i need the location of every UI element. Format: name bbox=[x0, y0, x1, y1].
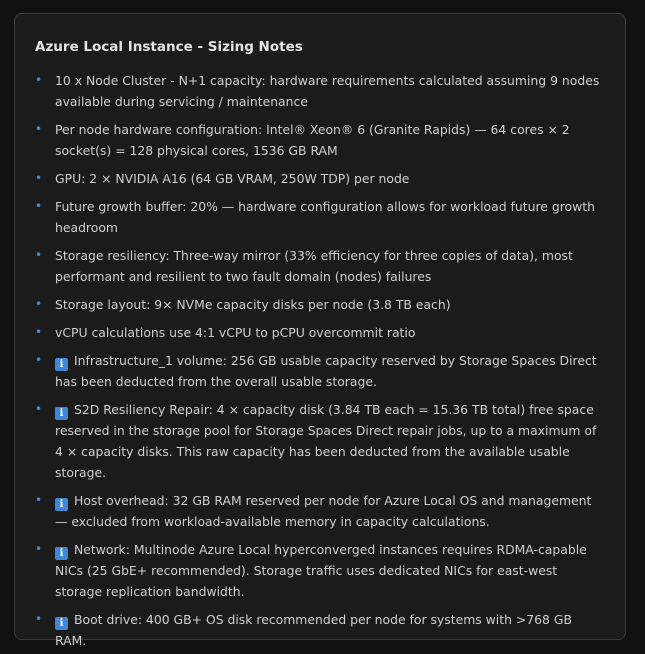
note-item bbox=[35, 294, 607, 315]
info-icon: i bbox=[55, 407, 68, 420]
note-text: Storage resiliency: Three-way mirror (33% efficiency for three copies of data), most performant and resilient to two fault domain (nodes) failures bbox=[55, 248, 573, 284]
note-item bbox=[35, 119, 607, 161]
bullet-icon: • bbox=[35, 325, 43, 339]
note-item bbox=[35, 168, 607, 189]
bullet-icon: • bbox=[35, 493, 43, 507]
info-icon: i bbox=[55, 498, 68, 511]
bullet-icon: • bbox=[35, 171, 43, 185]
note-item bbox=[35, 322, 607, 343]
note-item bbox=[35, 539, 607, 602]
note-text: Storage layout: 9× NVMe capacity disks per node (3.8 TB each) bbox=[55, 297, 451, 312]
note-text: Infrastructure_1 volume: 256 GB usable capacity reserved by Storage Spaces Direct has been deducted from the overall usable storage. bbox=[55, 353, 597, 389]
note-text: Future growth buffer: 20% — hardware configuration allows for workload future growth headroom bbox=[55, 199, 595, 235]
info-icon: i bbox=[55, 358, 68, 371]
bullet-icon: • bbox=[35, 248, 43, 262]
note-item bbox=[35, 609, 607, 651]
info-icon: i bbox=[55, 617, 68, 630]
bullet-icon: • bbox=[35, 122, 43, 136]
note-item bbox=[35, 490, 607, 532]
card-title: Azure Local Instance - Sizing Notes bbox=[35, 39, 303, 55]
note-text: S2D Resiliency Repair: 4 × capacity disk (3.84 TB each = 15.36 TB total) free space reserved in the storage pool for Storage Spaces Direct repair jobs, up to a maximum of 4 × capacity disks. This raw capacity has been deducted from the available usable storage. bbox=[55, 402, 597, 480]
bullet-icon: • bbox=[35, 402, 43, 416]
note-text: Network: Multinode Azure Local hyperconverged instances requires RDMA-capable NICs (25 GbE+ recommended). Storage traffic uses dedicated NICs for east-west storage replication bandwidth. bbox=[55, 542, 587, 599]
bullet-icon: • bbox=[35, 73, 43, 87]
note-item bbox=[35, 196, 607, 238]
note-text: Boot drive: 400 GB+ OS disk recommended per node for systems with >768 GB RAM. bbox=[55, 612, 572, 648]
note-text: GPU: 2 × NVIDIA A16 (64 GB VRAM, 250W TDP) per node bbox=[55, 171, 410, 186]
bullet-icon: • bbox=[35, 353, 43, 367]
note-text: Host overhead: 32 GB RAM reserved per node for Azure Local OS and management — excluded from workload-available memory in capacity calculations. bbox=[55, 493, 592, 529]
bullet-icon: • bbox=[35, 542, 43, 556]
note-text: vCPU calculations use 4:1 vCPU to pCPU overcommit ratio bbox=[55, 325, 416, 340]
note-item bbox=[35, 350, 607, 392]
note-item bbox=[35, 399, 607, 483]
bullet-icon: • bbox=[35, 199, 43, 213]
notes-list bbox=[35, 70, 607, 651]
note-item bbox=[35, 70, 607, 112]
bullet-icon: • bbox=[35, 297, 43, 311]
note-text: 10 x Node Cluster - N+1 capacity: hardware requirements calculated assuming 9 nodes available during servicing / maintenance bbox=[55, 73, 600, 109]
bullet-icon: • bbox=[35, 612, 43, 626]
note-item bbox=[35, 245, 607, 287]
note-text: Per node hardware configuration: Intel® Xeon® 6 (Granite Rapids) — 64 cores × 2 socket(s) = 128 physical cores, 1536 GB RAM bbox=[55, 122, 570, 158]
sizing-notes-card bbox=[14, 13, 626, 648]
info-icon: i bbox=[55, 547, 68, 560]
